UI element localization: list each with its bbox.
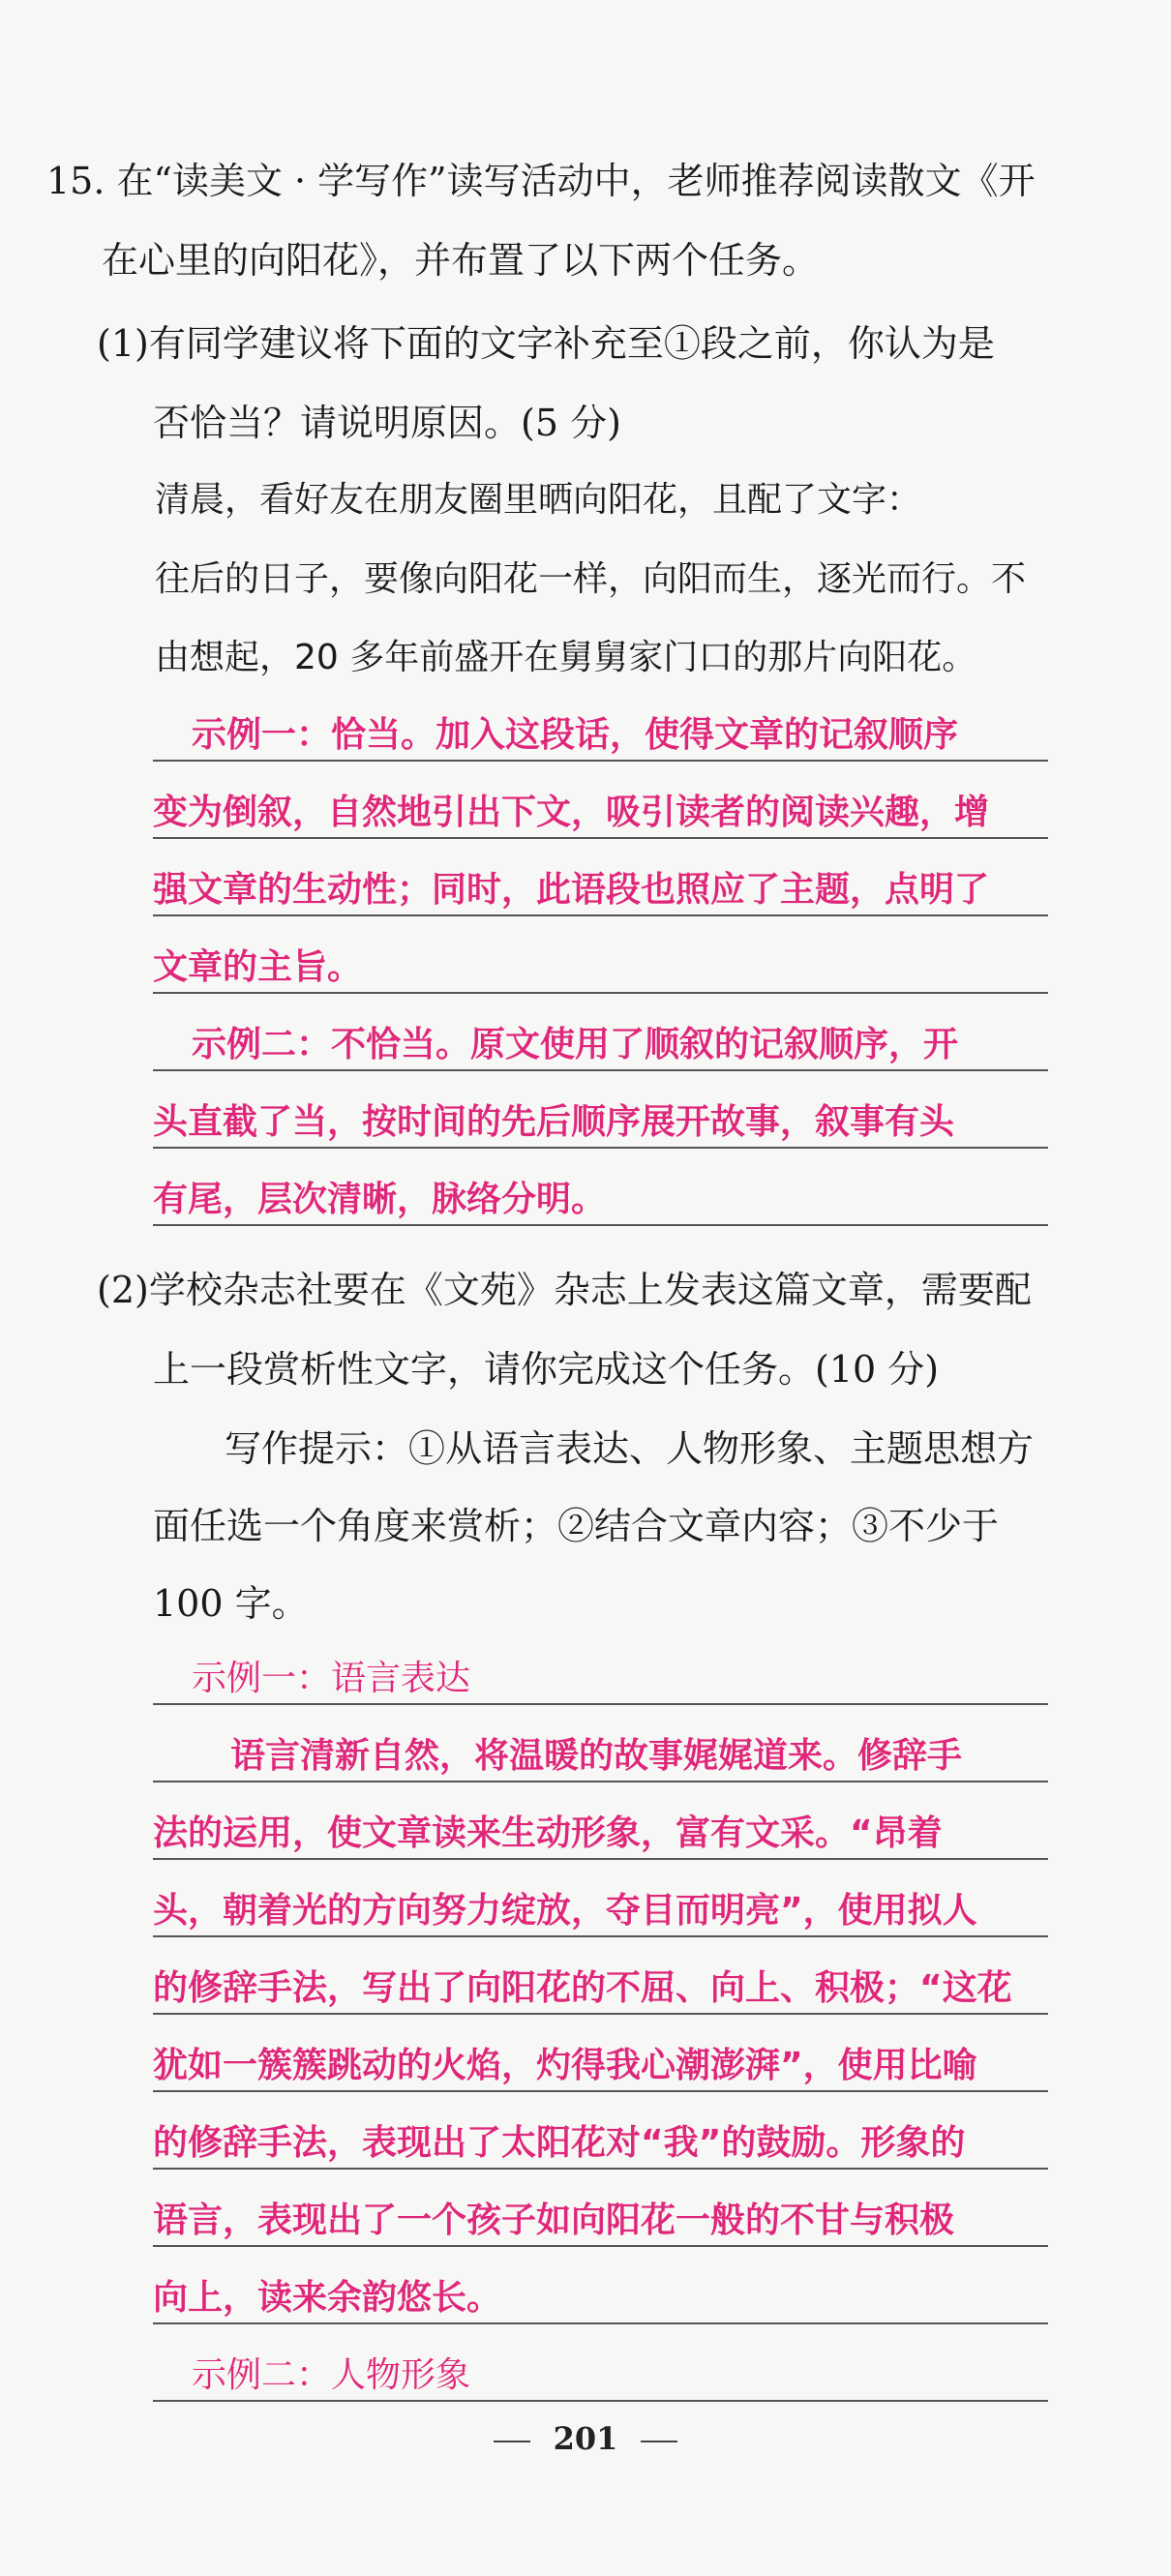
answer1-line-4: 文章的主旨。	[153, 944, 1048, 994]
example1-line-8: 向上，读来余韵悠长。	[153, 2274, 1048, 2324]
example2-title: 示例二：人物形象	[153, 2351, 1048, 2402]
answer1-line-3: 强文章的生动性；同时，此语段也照应了主题，点明了	[153, 866, 1048, 916]
example1-line-3: 头，朝着光的方向努力绽放，夺目而明亮”，使用拟人	[153, 1887, 1048, 1937]
task1-line-1: (1)有同学建议将下面的文字补充至①段之前，你认为是	[97, 322, 995, 365]
footer-dash-right	[641, 2441, 677, 2442]
task1-line-2: 否恰当？请说明原因。(5 分)	[153, 402, 621, 444]
question-line-2: 在心里的向阳花》，并布置了以下两个任务。	[102, 239, 820, 282]
hint-line-3: 100 字。	[153, 1582, 309, 1625]
answer2-line-2: 头直截了当，按时间的先后顺序展开故事，叙事有头	[153, 1098, 1048, 1149]
example1-line-2: 法的运用，使文章读来生动形象，富有文采。“昂着	[153, 1810, 1048, 1860]
task2-line-1: (2)学校杂志社要在《文苑》杂志上发表这篇文章，需要配	[97, 1269, 1032, 1311]
example1-line-7: 语言，表现出了一个孩子如向阳花一般的不甘与积极	[153, 2197, 1048, 2247]
answer1-line-1: 示例一：恰当。加入这段话，使得文章的记叙顺序	[153, 711, 1048, 762]
page-footer	[0, 2419, 1171, 2458]
example1-line-6: 的修辞手法，表现出了太阳花对“我”的鼓励。形象的	[153, 2119, 1048, 2170]
example1-line-5: 犹如一簇簇跳动的火焰，灼得我心潮澎湃”，使用比喻	[153, 2042, 1048, 2092]
footer-dash-left	[494, 2441, 530, 2442]
task2-line-2: 上一段赏析性文字，请你完成这个任务。(10 分)	[153, 1348, 940, 1391]
answer1-line-2: 变为倒叙，自然地引出下文，吸引读者的阅读兴趣，增	[153, 789, 1048, 839]
example1-line-4: 的修辞手法，写出了向阳花的不屈、向上、积极；“这花	[153, 1964, 1048, 2015]
example1-title: 示例一：语言表达	[153, 1655, 1048, 1705]
answer2-line-1: 示例二：不恰当。原文使用了顺叙的记叙顺序，开	[153, 1021, 1048, 1071]
hint-line-1: 写作提示：①从语言表达、人物形象、主题思想方	[225, 1427, 1035, 1470]
quote-line-3: 由想起，20 多年前盛开在舅舅家门口的那片向阳花。	[155, 638, 977, 677]
hint-line-2: 面任选一个角度来赏析；②结合文章内容；③不少于	[153, 1505, 1000, 1547]
quote-line-1: 清晨，看好友在朋友圈里晒向阳花，且配了文字：	[155, 480, 922, 520]
page-number: 201	[553, 2420, 618, 2457]
quote-line-2: 往后的日子，要像向阳花一样，向阳而生，逐光而行。不	[155, 559, 1027, 599]
answer2-line-3: 有尾，层次清晰，脉络分明。	[153, 1176, 1048, 1226]
question-line-1: 15. 在“读美文 · 学写作”读写活动中，老师推荐阅读散文《开	[46, 160, 1036, 202]
example1-line-1: 语言清新自然，将温暖的故事娓娓道来。修辞手	[153, 1732, 1048, 1782]
